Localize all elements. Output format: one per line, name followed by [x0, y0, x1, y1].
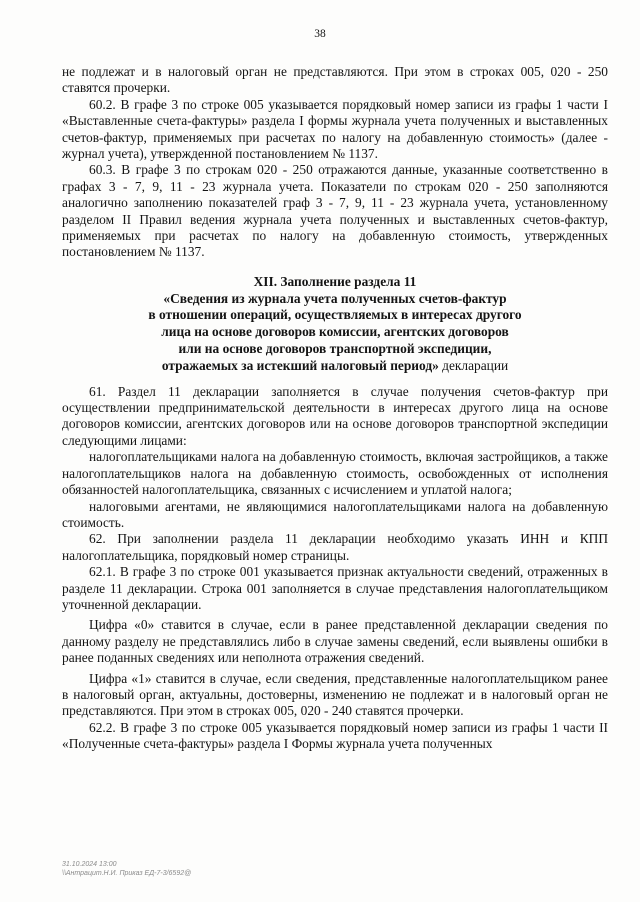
paragraph-62-2: 62.2. В графе 3 по строке 005 указывается порядковый номер записи из графы 1 части II «Полученные счета-фактуры» раздела I Формы журнала учета полученных: [62, 719, 608, 752]
heading-line-6-bold: отражаемых за истекший налоговый период»: [161, 357, 439, 373]
paragraph-digit-1: Цифра «1» ставится в случае, если сведения, представленные налогоплательщиком ранее в налоговый орган, актуальны, достоверны, изменению не подлежат и в налоговый орган не представляются. При этом в строках 005, 020 - 240 ставятся прочерки.: [62, 670, 608, 719]
heading-line-3: в отношении операций, осуществляемых в интересах другого: [148, 307, 522, 323]
paragraph-continuation: не подлежат и в налоговый орган не представляются. При этом в строках 005, 020 - 250 ставятся прочерки.: [62, 64, 608, 96]
heading-line-2: «Сведения из журнала учета полученных счетов-фактур: [163, 290, 507, 306]
paragraph-61: 61. Раздел 11 декларации заполняется в случае получения счетов-фактур при осуществлении предпринимательской деятельности в интересах другого лица на основе договоров комиссии, агентских договоров или на основе договоров транспортной экспедиции следующими лицами:: [62, 383, 608, 448]
section-heading: [62, 274, 608, 375]
document-body: [62, 64, 608, 753]
heading-line-6-rest: декларации: [438, 357, 509, 373]
paragraph-60-2: 60.2. В графе 3 по строке 005 указывается порядковый номер записи из графы 1 части I «Выставленные счета-фактуры» раздела I формы журнала учета полученных и выставленных счетов-фактур, применяемых при расчетах по налогу на добавленную стоимость» (далее - журнал учета), утвержденной постановлением № 1137.: [62, 96, 608, 162]
paragraph-61-taxpayers: налогоплательщиками налога на добавленную стоимость, включая застройщиков, а также налогоплательщиков налога на добавленную стоимость, освобожденных от исполнения обязанностей налогоплательщика, связанных с исчислением и уплатой налога;: [62, 449, 608, 498]
print-stamp: [62, 860, 191, 878]
heading-line-5: или на основе договоров транспортной экспедиции,: [178, 341, 492, 357]
paragraph-60-3: 60.3. В графе 3 по строкам 020 - 250 отражаются данные, указанные соответственно в графах 3 - 7, 9, 11 - 23 журнала учета. Показатели по строкам 020 - 250 заполняются аналогично заполнению показателей граф 3 - 7, 9, 11 - 23 журнала учета, установленному разделом II Правил ведения журнала учета полученных и выставленных счетов-фактур, применяемых при расчетах по налогу на добавленную стоимость, утвержденных постановлением № 1137.: [62, 162, 608, 260]
paragraph-61-agents: налоговыми агентами, не являющимися налогоплательщиками налога на добавленную стоимость.: [62, 498, 608, 530]
heading-line-4: лица на основе договоров комиссии, агентских договоров: [161, 324, 509, 340]
stamp-date: 31.10.2024 13:00: [62, 861, 117, 868]
paragraph-digit-0: Цифра «0» ставится в случае, если в ранее представленной декларации сведения по данному разделу не представлялись либо в случае замены сведений, если выявлены ошибки в ранее поданных сведениях или неполнота отражения сведений.: [62, 617, 608, 666]
heading-line-6: [62, 358, 608, 375]
heading-line-1: XII. Заполнение раздела 11: [253, 273, 417, 289]
stamp-source: \\Антрацит.Н.И. Приказ ЕД-7-3/6592@: [62, 870, 192, 877]
paragraph-62-1: 62.1. В графе 3 по строке 001 указывается признак актуальности сведений, отраженных в разделе 11 декларации. Строка 001 заполняется в случае представления налогоплательщиком уточненной декларации.: [62, 564, 608, 612]
page-number: 38: [314, 28, 326, 40]
paragraph-62: 62. При заполнении раздела 11 декларации необходимо указать ИНН и КПП налогоплательщика, порядковый номер страницы.: [62, 531, 608, 563]
